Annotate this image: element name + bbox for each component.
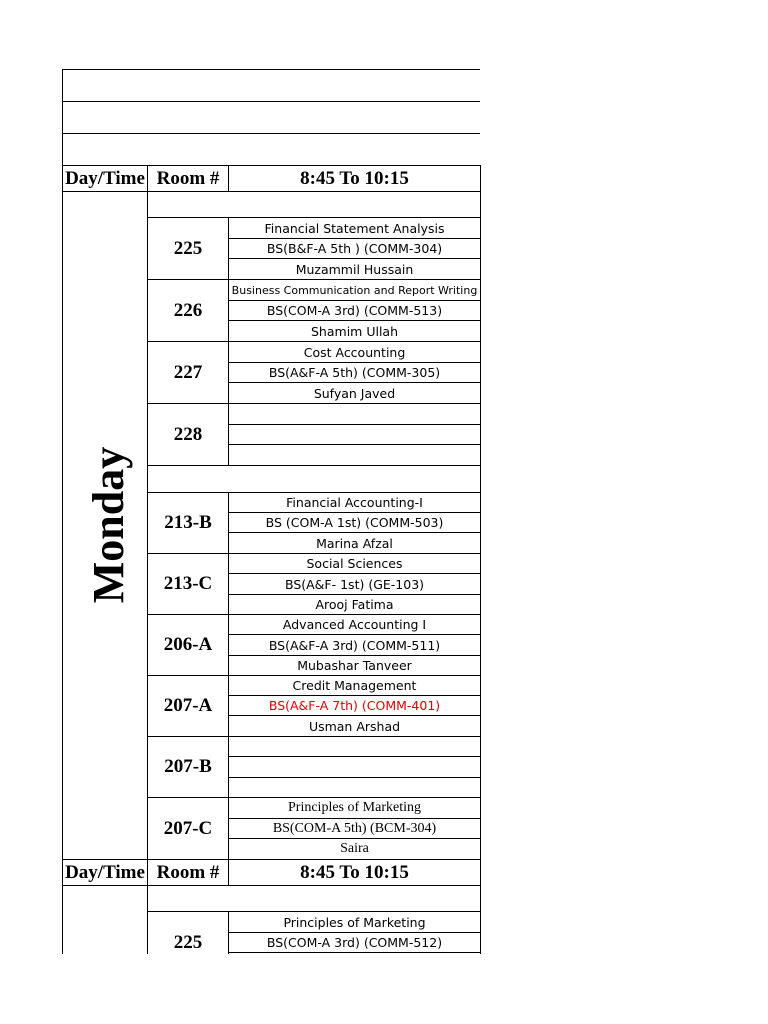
teacher-name: Marina Afzal — [316, 535, 393, 551]
header-room: Room # — [156, 861, 220, 883]
class-section — [229, 425, 480, 444]
grid-line — [228, 952, 481, 953]
grid-line — [480, 191, 481, 218]
teacher-name: Muzammil Hussain — [295, 261, 414, 277]
room-number: 225 — [173, 931, 203, 953]
class-section: BS(B&F-A 5th ) (COMM-304) — [266, 241, 443, 256]
room-number: 227 — [173, 361, 203, 383]
class-section: BS(A&F- 1st) (GE-103) — [284, 576, 425, 592]
teacher-name — [229, 445, 480, 465]
room-number: 225 — [173, 237, 203, 259]
grid-line — [62, 69, 480, 70]
grid-line — [62, 885, 481, 886]
teacher-name: Usman Arshad — [308, 718, 401, 734]
header-time-slot: 8:45 To 10:15 — [300, 861, 409, 883]
course-name — [229, 737, 480, 756]
grid-line — [480, 465, 481, 493]
room-number: 207-C — [163, 817, 213, 839]
grid-line — [62, 69, 63, 954]
class-section: BS (COM-A 1st) (COMM-503) — [265, 515, 444, 530]
room-number: 226 — [173, 299, 203, 321]
course-name: Business Communication and Report Writing — [231, 283, 478, 297]
course-name — [229, 404, 480, 424]
course-name: Principles of Marketing — [288, 800, 421, 815]
page-bottom-margin — [0, 955, 768, 1024]
course-name: Credit Management — [292, 678, 417, 693]
teacher-name: Mubashar Tanveer — [297, 658, 412, 673]
grid-line — [480, 492, 481, 860]
class-section: BS(COM-A 3rd) (COMM-513) — [266, 303, 443, 318]
grid-line — [480, 859, 481, 886]
class-section: BS(A&F-A 5th) (COMM-305) — [268, 365, 441, 380]
course-name: Financial Accounting-I — [286, 495, 423, 510]
header-day-time: Day/Time — [65, 167, 145, 189]
class-section — [229, 757, 480, 777]
header-room: Room # — [156, 167, 220, 189]
course-name: Principles of Marketing — [283, 914, 426, 930]
room-number: 207-A — [163, 695, 213, 716]
class-section: BS(A&F-A 3rd) (COMM-511) — [268, 637, 441, 653]
grid-line — [62, 133, 480, 134]
header-day-time: Day/Time — [65, 861, 145, 883]
room-number: 213-C — [163, 573, 213, 594]
grid-line — [62, 101, 480, 102]
course-name: Financial Statement Analysis — [264, 220, 445, 236]
course-name: Advanced Accounting I — [282, 617, 427, 632]
day-label: Monday — [83, 446, 133, 604]
teacher-name: Saira — [340, 841, 369, 856]
room-number: 213-B — [164, 512, 212, 533]
teacher-name — [229, 778, 480, 797]
course-name: Cost Accounting — [303, 344, 406, 360]
class-section: BS(COM-A 3rd) (COMM-512) — [266, 935, 443, 950]
class-section-highlighted: BS(A&F-A 7th) (COMM-401) — [268, 698, 441, 713]
room-number: 228 — [173, 423, 203, 445]
teacher-name: Sufyan Javed — [313, 385, 396, 401]
teacher-name: Arooj Fatima — [315, 597, 394, 612]
header-time-slot: 8:45 To 10:15 — [300, 167, 409, 189]
grid-line — [480, 165, 481, 192]
grid-line — [480, 885, 481, 954]
teacher-name: Shamim Ullah — [311, 323, 398, 339]
grid-line — [147, 465, 481, 466]
course-name: Social Sciences — [306, 556, 403, 571]
room-number: 207-B — [164, 756, 212, 777]
class-section: BS(COM-A 5th) (BCM-304) — [272, 820, 437, 836]
room-number: 206-A — [163, 634, 213, 655]
